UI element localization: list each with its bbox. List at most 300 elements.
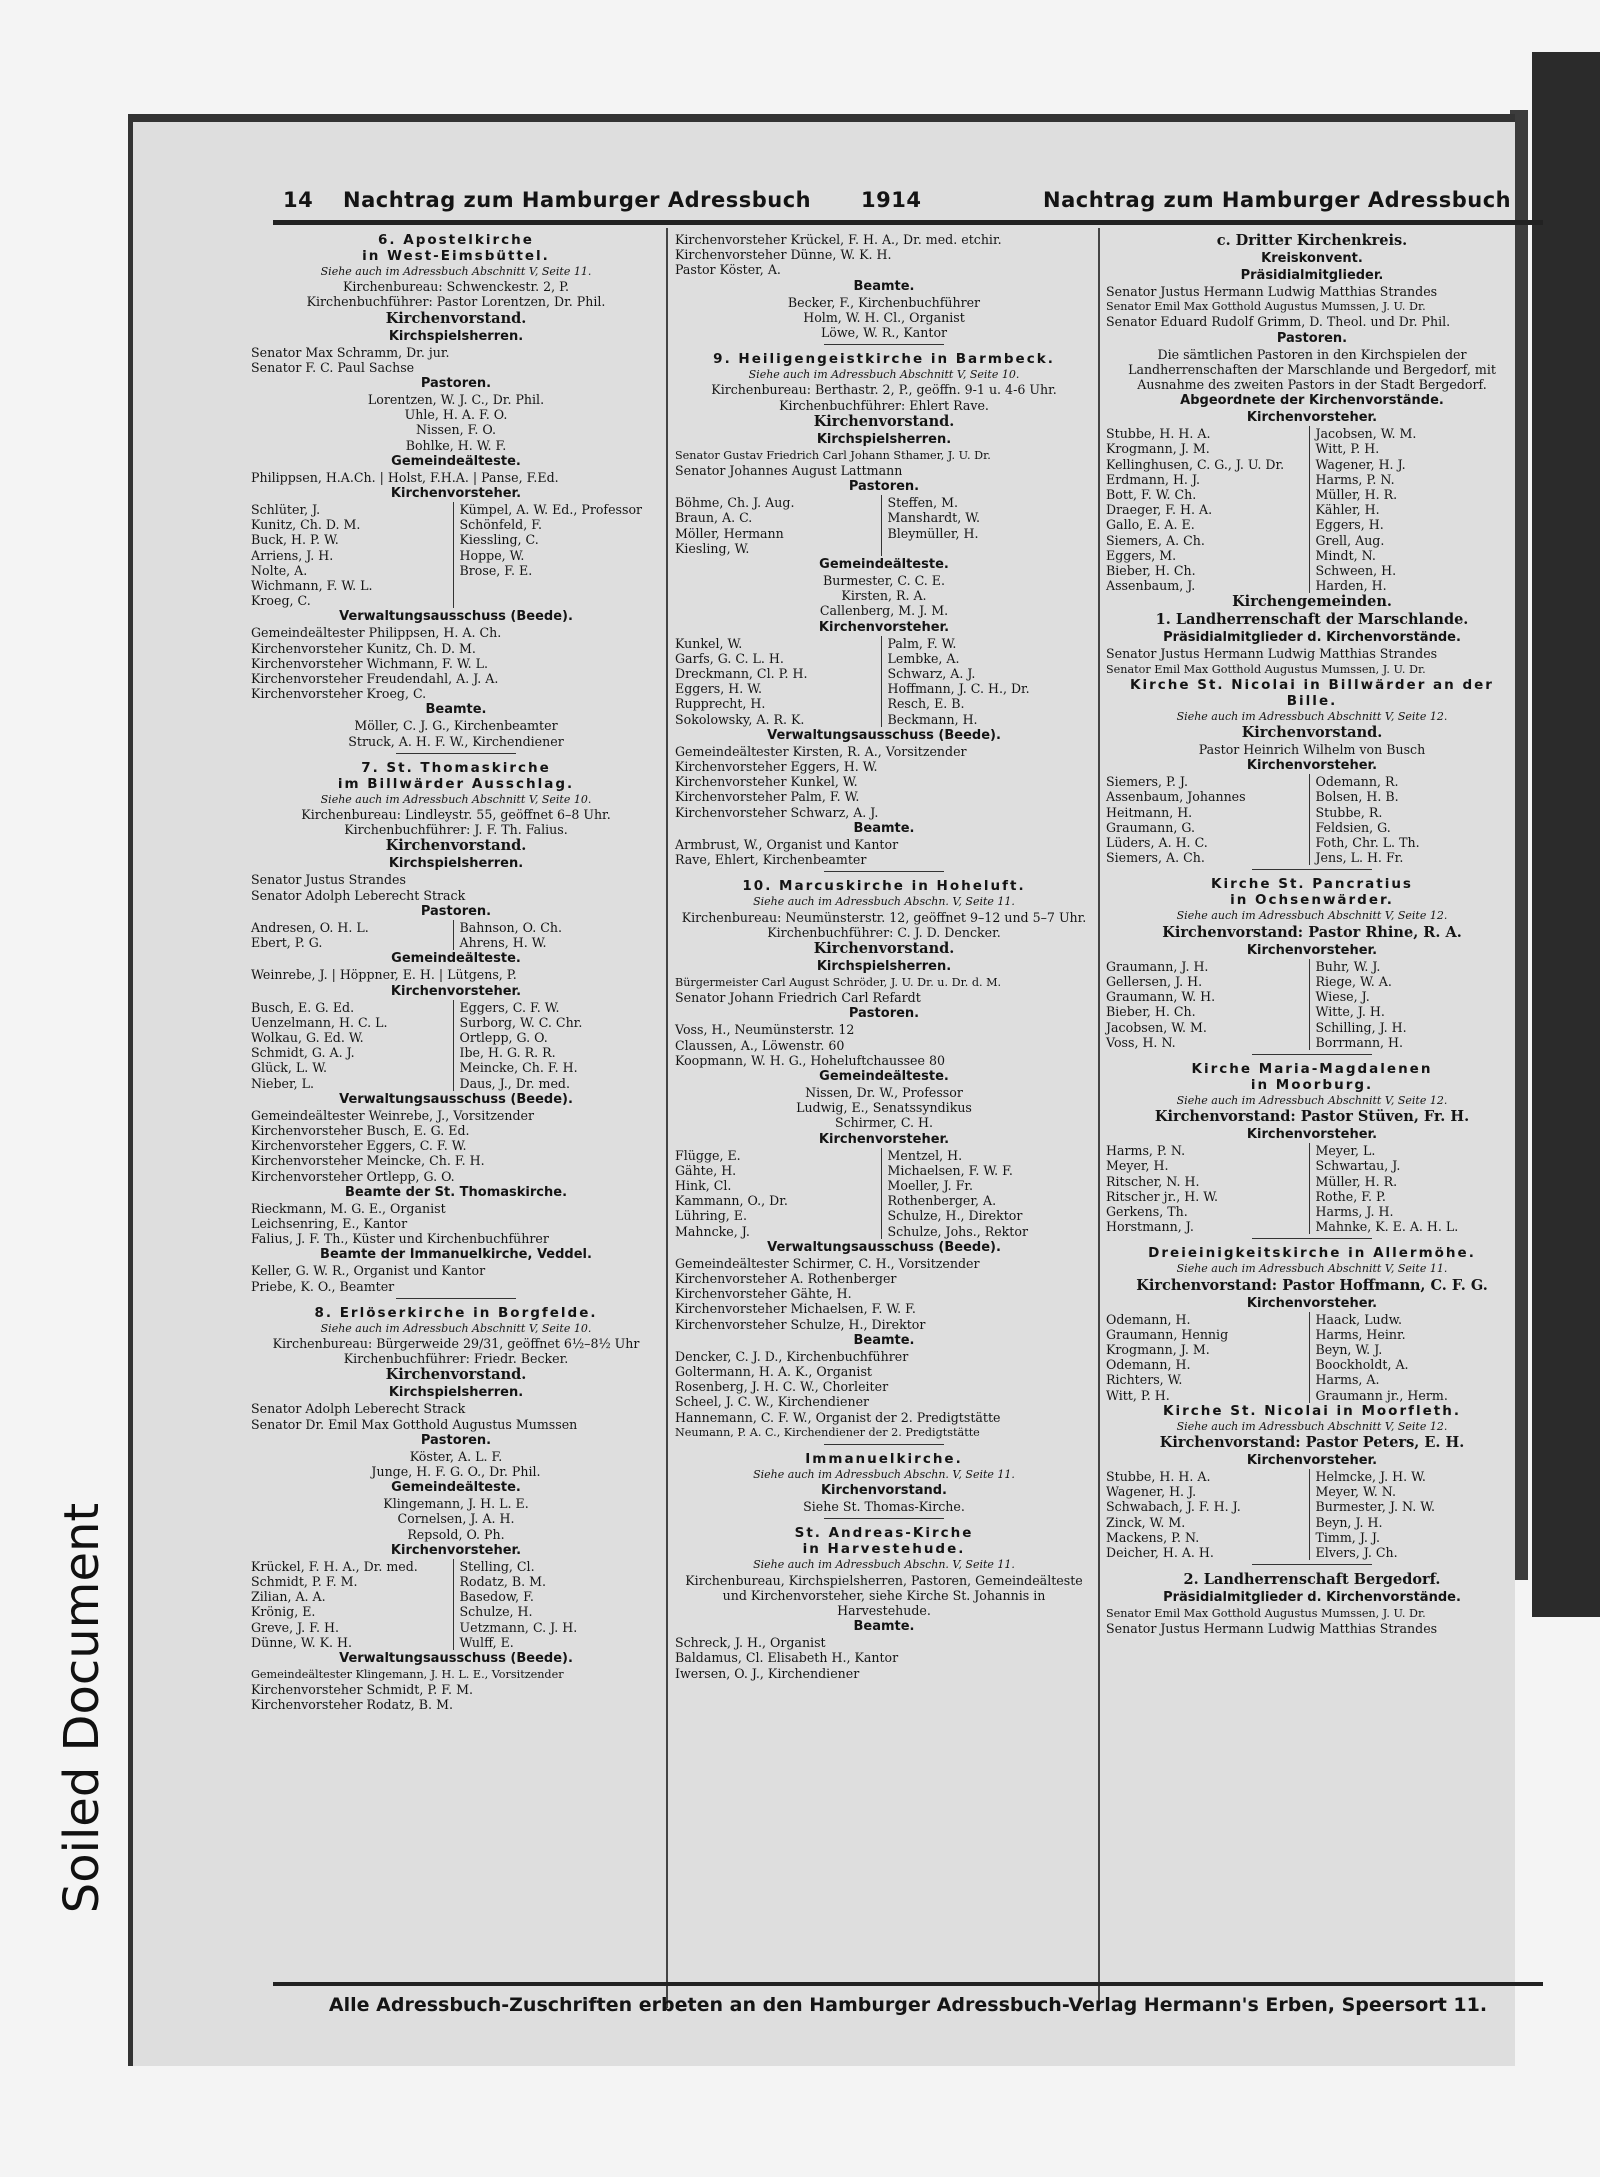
- list-left: [675, 1148, 882, 1239]
- list-item: Jacobsen, W. M.: [1106, 1019, 1207, 1035]
- list-item: Witt, P. H.: [1315, 441, 1380, 457]
- list-item: Meyer, W. N.: [1315, 1484, 1397, 1500]
- section-title: Kirche St. Pancratius: [1211, 876, 1413, 893]
- list-left: [1106, 1469, 1310, 1560]
- list-right: [1316, 1312, 1519, 1403]
- entry-line: Kirchenvorsteher Wichmann, F. W. L.: [251, 655, 488, 671]
- list-item: Rodatz, B. M.: [459, 1573, 546, 1589]
- cross-reference: Siehe auch im Adressbuch Abschn. V, Seite 11.: [753, 895, 1015, 909]
- list-item: Gellersen, J. H.: [1106, 973, 1203, 989]
- list-item: Brose, F. E.: [459, 562, 533, 578]
- two-column-list: [251, 1000, 661, 1091]
- entry-line: Senator F. C. Paul Sachse: [251, 359, 415, 375]
- list-item: Glück, L. W.: [251, 1060, 328, 1076]
- entry-line: Gemeindeältester Schirmer, C. H., Vorsitzender: [675, 1255, 980, 1271]
- group-heading: Pastoren.: [1276, 330, 1348, 346]
- group-heading: Beamte.: [853, 278, 915, 294]
- section-rule: [824, 871, 944, 872]
- list-item: Kellinghusen, C. G., J. U. Dr.: [1106, 456, 1285, 472]
- entry-line: Senator Emil Max Gotthold Augustus Mumssen, J. U. Dr.: [1106, 1607, 1426, 1621]
- list-item: Eggers, H. W.: [675, 681, 762, 697]
- document-page: [128, 114, 1515, 2066]
- group-heading: Kreiskonvent.: [1261, 251, 1363, 266]
- subsection-title: Kirchenvorstand.: [385, 837, 527, 855]
- list-item: Bleymüller, H.: [887, 525, 979, 541]
- scan-edge-dark: [1532, 52, 1600, 1617]
- cross-reference: Siehe auch im Adressbuch Abschnitt V, Seite 12.: [1176, 1419, 1448, 1433]
- section-title: 6. Apostelkirche: [378, 232, 534, 248]
- cross-reference: Siehe auch im Adressbuch Abschnitt V, Seite 11.: [1176, 1262, 1448, 1276]
- cross-reference: Siehe auch im Adressbuch Abschn. V, Seite 11.: [753, 1558, 1015, 1572]
- section-title: im Billwärder Ausschlag.: [337, 775, 575, 792]
- list-item: Kiessling, C.: [459, 532, 539, 548]
- entry-line: Gemeindeältester Weinrebe, J., Vorsitzender: [251, 1107, 535, 1123]
- two-column-list: [251, 1559, 661, 1650]
- list-item: Beyn, J. H.: [1315, 1514, 1383, 1530]
- centered-line: Becker, F., Kirchenbuchführer: [787, 294, 981, 310]
- group-heading: Kirchenvorsteher.: [390, 983, 522, 999]
- list-item: Stubbe, R.: [1315, 804, 1383, 820]
- list-item: Stelling, Cl.: [459, 1558, 535, 1574]
- column-3: [1106, 232, 1518, 1637]
- list-item: Eggers, H.: [1315, 517, 1384, 533]
- running-title-left: Nachtrag zum Hamburger Adressbuch: [343, 188, 812, 212]
- list-item: Zilian, A. A.: [251, 1589, 326, 1605]
- centered-line: Repsold, O. Ph.: [407, 1526, 505, 1542]
- list-item: Schween, H.: [1315, 563, 1397, 579]
- entry-line: Kirchenvorsteher Kunkel, W.: [675, 774, 858, 790]
- entry-line: Kirchenvorsteher A. Rothenberger: [675, 1270, 897, 1286]
- entry-line: Gemeindeältester Kirsten, R. A., Vorsitzender: [675, 743, 967, 759]
- entry-line: Rosenberg, J. H. C. W., Chorleiter: [675, 1379, 889, 1395]
- centered-line: Kirchenbuchführer: C. J. D. Dencker.: [767, 924, 1001, 940]
- group-heading: Pastoren.: [420, 376, 492, 392]
- list-left: [251, 502, 454, 608]
- list-item: Garfs, G. C. L. H.: [675, 650, 784, 666]
- centered-line: Lorentzen, W. J. C., Dr. Phil.: [367, 392, 545, 408]
- list-item: Kroeg, C.: [251, 593, 311, 609]
- list-item: Eggers, C. F. W.: [459, 999, 560, 1015]
- list-item: Boockholdt, A.: [1315, 1357, 1409, 1373]
- soiled-document-stamp: [52, 1450, 112, 1970]
- list-right: [1316, 774, 1519, 865]
- list-item: Uenzelmann, H. C. L.: [251, 1014, 388, 1030]
- entry-line: Kirchenvorsteher Kunitz, Ch. D. M.: [251, 640, 476, 656]
- list-item: Bieber, H. Ch.: [1106, 563, 1196, 579]
- centered-line: Löwe, W. R., Kantor: [820, 325, 948, 341]
- list-item: Burmester, J. N. W.: [1315, 1499, 1435, 1515]
- entry-line: Kirchenvorsteher Rodatz, B. M.: [251, 1697, 453, 1713]
- list-item: Ritscher jr., H. W.: [1106, 1188, 1218, 1204]
- centered-line: Burmester, C. C. E.: [823, 573, 945, 589]
- centered-line: Ludwig, E., Senatssyndikus: [796, 1100, 972, 1116]
- cross-reference: Siehe auch im Adressbuch Abschnitt V, Seite 12.: [1176, 709, 1448, 723]
- entry-line: Armbrust, W., Organist und Kantor: [675, 836, 899, 852]
- section-title: St. Andreas-Kirche: [794, 1525, 974, 1542]
- list-left: [1106, 426, 1310, 593]
- list-item: Voss, H. N.: [1106, 1034, 1176, 1050]
- entry-line: Rave, Ehlert, Kirchenbeamter: [675, 852, 867, 868]
- entry-line: Senator Adolph Leberecht Strack: [251, 1401, 466, 1417]
- entry-line: Schreck, J. H., Organist: [675, 1635, 826, 1651]
- section-rule: [396, 753, 516, 754]
- list-item: Palm, F. W.: [887, 635, 957, 651]
- entry-line: Gemeindeältester Philippsen, H. A. Ch.: [251, 625, 502, 641]
- list-left: [675, 636, 882, 727]
- list-item: Mackens, P. N.: [1106, 1529, 1200, 1545]
- list-item: Bott, F. W. Ch.: [1106, 487, 1197, 503]
- list-item: Jens, L. H. Fr.: [1315, 850, 1404, 866]
- list-item: Surborg, W. C. Chr.: [459, 1014, 583, 1030]
- list-right: [1316, 959, 1519, 1050]
- group-heading: Kirchenvorstand.: [820, 1483, 947, 1499]
- centered-line: Schirmer, C. H.: [834, 1115, 934, 1131]
- list-item: Gähte, H.: [675, 1162, 737, 1178]
- list-item: Harden, H.: [1315, 578, 1387, 594]
- centered-line: Callenberg, M. J. M.: [819, 603, 949, 619]
- list-right: [1316, 426, 1519, 593]
- list-left: [251, 920, 454, 950]
- list-item: Wiese, J.: [1315, 989, 1370, 1005]
- section-rule: [824, 1518, 944, 1519]
- centered-line: Nissen, F. O.: [416, 422, 496, 438]
- list-item: Wagener, H. J.: [1106, 1484, 1197, 1500]
- two-column-list: [1106, 1312, 1518, 1403]
- subsection-title: Kirchenvorstand: Pastor Stüven, Fr. H.: [1154, 1108, 1470, 1126]
- list-left: [251, 1559, 454, 1650]
- centered-line: Möller, C. J. G., Kirchenbeamter: [354, 718, 558, 734]
- two-column-list: [1106, 959, 1518, 1050]
- list-item: Krogmann, J. M.: [1106, 1341, 1210, 1357]
- entry-line: Keller, G. W. R., Organist und Kantor: [251, 1263, 486, 1279]
- list-left: [1106, 959, 1310, 1050]
- list-item: Basedow, F.: [459, 1589, 534, 1605]
- list-item: Kammann, O., Dr.: [675, 1193, 788, 1209]
- section-rule: [824, 344, 944, 345]
- running-head: [283, 180, 1533, 220]
- centered-line: Kirchenbureau, Kirchspielsherren, Pastoren, Gemeindeälteste und Kirchenvorsteher, siehe Kirche St. Johannis in Harvestehude.: [685, 1572, 1083, 1618]
- list-item: Schönfeld, F.: [459, 517, 542, 533]
- centered-line: Kirchenbureau: Lindleystr. 55, geöffnet 6–8 Uhr.: [301, 807, 611, 823]
- entry-line: Rieckmann, M. G. E., Organist: [251, 1200, 446, 1216]
- list-item: Stubbe, H. H. A.: [1106, 426, 1211, 442]
- list-item: Stubbe, H. H. A.: [1106, 1468, 1211, 1484]
- list-item: Ritscher, N. H.: [1106, 1173, 1200, 1189]
- list-item: Odemann, H.: [1106, 1357, 1191, 1373]
- group-heading: Kirchenvorsteher.: [818, 1131, 950, 1147]
- footer-notice: Alle Adressbuch-Zuschriften erbeten an den Hamburger Adressbuch-Verlag Hermann's Erben, Speersort 11.: [328, 1994, 1488, 2016]
- list-item: Zinck, W. M.: [1106, 1514, 1186, 1530]
- list-right: [460, 502, 662, 608]
- list-item: Feldsien, G.: [1315, 819, 1391, 835]
- list-right: [460, 920, 662, 950]
- list-item: Kunitz, Ch. D. M.: [251, 517, 361, 533]
- section-title: 9. Heiligengeistkirche in Barmbeck.: [713, 351, 1055, 368]
- list-item: Eggers, M.: [1106, 547, 1177, 563]
- list-item: Borrmann, H.: [1315, 1034, 1404, 1050]
- group-heading: Kirchspielsherren.: [388, 328, 524, 344]
- entry-line: Kirchenvorsteher Gähte, H.: [675, 1286, 852, 1302]
- list-item: Mahnke, K. E. A. H. L.: [1315, 1219, 1459, 1235]
- centered-line: Siehe St. Thomas-Kirche.: [803, 1499, 965, 1515]
- entry-line: Dencker, C. J. D., Kirchenbuchführer: [675, 1348, 909, 1364]
- two-column-list: [675, 636, 1093, 727]
- two-column-list: [675, 1148, 1093, 1239]
- centered-line: Cornelsen, J. A. H.: [397, 1511, 515, 1527]
- list-item: Steffen, M.: [887, 495, 959, 511]
- footer-rule: [273, 1982, 1543, 1986]
- section-rule: [1252, 1564, 1372, 1565]
- list-item: Beckmann, H.: [887, 711, 978, 727]
- centered-line: Junge, H. F. G. O., Dr. Phil.: [371, 1463, 541, 1479]
- cross-reference: Siehe auch im Adressbuch Abschn. V, Seite 11.: [753, 1467, 1015, 1481]
- subsection-title: Kirchenvorstand: Pastor Rhine, R. A.: [1162, 923, 1462, 941]
- group-heading: Präsidialmitglieder d. Kirchenvorstände.: [1163, 630, 1461, 646]
- list-item: Deicher, H. A. H.: [1106, 1544, 1214, 1560]
- list-item: Rothenberger, A.: [887, 1193, 997, 1209]
- subsection-title: Kirchenvorstand: Pastor Hoffmann, C. F. G.: [1136, 1276, 1488, 1294]
- list-item: Krönig, E.: [251, 1604, 316, 1620]
- section-rule: [1252, 1054, 1372, 1055]
- list-item: Beyn, W. J.: [1315, 1341, 1383, 1357]
- list-item: Sokolowsky, A. R. K.: [675, 711, 805, 727]
- list-item: Kunkel, W.: [675, 635, 743, 651]
- entry-line: Senator Emil Max Gotthold Augustus Mumssen, J. U. Dr.: [1106, 300, 1426, 314]
- group-heading: Kirchenvorsteher.: [1246, 1127, 1378, 1143]
- list-item: Buhr, W. J.: [1315, 958, 1381, 974]
- list-item: Harms, A.: [1315, 1372, 1380, 1388]
- list-item: Busch, E. G. Ed.: [251, 999, 355, 1015]
- centered-line: Bohlke, H. W. F.: [405, 437, 507, 453]
- group-heading: Präsidialmitglieder.: [1240, 268, 1384, 283]
- list-item: Moeller, J. Fr.: [887, 1177, 974, 1193]
- entry-line: Senator Eduard Rudolf Grimm, D. Theol. und Dr. Phil.: [1106, 314, 1451, 330]
- entry-line: Kirchenvorsteher Palm, F. W.: [675, 789, 860, 805]
- list-item: Richters, W.: [1106, 1372, 1183, 1388]
- centered-line: Holm, W. H. Cl., Organist: [803, 309, 965, 325]
- section-title: in Ochsenwärder.: [1230, 892, 1394, 909]
- list-item: Mahncke, J.: [675, 1223, 750, 1239]
- group-heading: Kirchenvorsteher.: [1246, 1452, 1378, 1468]
- list-right: [460, 1559, 662, 1650]
- list-item: Meyer, H.: [1106, 1158, 1169, 1174]
- entry-line: Claussen, A., Löwenstr. 60: [675, 1037, 845, 1053]
- entry-line: Senator Max Schramm, Dr. jur.: [251, 344, 450, 360]
- list-item: Timm, J. J.: [1315, 1529, 1380, 1545]
- list-item: Müller, H. R.: [1315, 487, 1398, 503]
- list-item: Horstmann, J.: [1106, 1219, 1194, 1235]
- centered-line: Kirchenbuchführer: J. F. Th. Falius.: [344, 822, 568, 838]
- centered-line: Klingemann, J. H. L. E.: [383, 1496, 529, 1512]
- centered-line: Kirchenbuchführer: Pastor Lorentzen, Dr. Phil.: [306, 294, 606, 310]
- group-heading: Kirchenvorsteher.: [390, 486, 522, 502]
- list-item: Schwartau, J.: [1315, 1158, 1401, 1174]
- list-right: [888, 636, 1094, 727]
- group-heading: Kirchenvorsteher.: [1246, 410, 1378, 426]
- section-title: in West-Eimsbüttel.: [362, 248, 550, 264]
- entry-line: Kirchenvorsteher Eggers, C. F. W.: [251, 1138, 467, 1154]
- list-item: Kähler, H.: [1315, 502, 1380, 518]
- centered-line: Kirchenbureau: Bürgerweide 29/31, geöffnet 6½–8½ Uhr: [272, 1335, 640, 1351]
- group-heading: Beamte.: [853, 1332, 915, 1348]
- list-item: Meincke, Ch. F. H.: [459, 1060, 578, 1076]
- list-item: Hoffmann, J. C. H., Dr.: [887, 681, 1030, 697]
- group-heading: Kirchspielsherren.: [816, 431, 952, 447]
- centered-line: Struck, A. H. F. W., Kirchendiener: [348, 733, 564, 749]
- list-left: [251, 1000, 454, 1091]
- list-item: Dünne, W. K. H.: [251, 1634, 353, 1650]
- list-item: Graumann, G.: [1106, 819, 1195, 835]
- group-heading: Kirchenvorsteher.: [390, 1542, 522, 1558]
- entry-line: Kirchenvorsteher Kroeg, C.: [251, 686, 427, 702]
- entry-line: Kirchenvorsteher Eggers, H. W.: [675, 759, 878, 775]
- cross-reference: Siehe auch im Adressbuch Abschnitt V, Seite 10.: [320, 1321, 592, 1335]
- list-right: [888, 495, 1094, 556]
- list-item: Hink, Cl.: [675, 1177, 732, 1193]
- list-item: Greve, J. F. H.: [251, 1619, 339, 1635]
- list-item: Resch, E. B.: [887, 696, 965, 712]
- list-item: Schmidt, G. A. J.: [251, 1045, 355, 1061]
- subsection-title: c. Dritter Kirchenkreis.: [1216, 232, 1408, 249]
- list-item: Grell, Aug.: [1315, 532, 1385, 548]
- list-item: Schwabach, J. F. H. J.: [1106, 1499, 1241, 1515]
- list-item: Nieber, L.: [251, 1075, 315, 1091]
- entry-line: Kirchenvorsteher Schmidt, P. F. M.: [251, 1682, 473, 1698]
- subsection-title: 1. Landherrenschaft der Marschlande.: [1155, 611, 1469, 629]
- list-item: Schulze, Johs., Rektor: [887, 1223, 1028, 1239]
- group-heading: Pastoren.: [848, 479, 920, 495]
- section-rule: [396, 1298, 516, 1299]
- list-item: Möller, Hermann: [675, 525, 784, 541]
- two-column-list: [675, 495, 1093, 556]
- entry-line: Senator Gustav Friedrich Carl Johann Sthamer, J. U. Dr.: [675, 448, 991, 462]
- running-title-right: Nachtrag zum Hamburger Adressbuch: [1043, 188, 1512, 212]
- cross-reference: Siehe auch im Adressbuch Abschnitt V, Seite 12.: [1176, 909, 1448, 923]
- entry-line: Senator Johann Friedrich Carl Refardt: [675, 990, 921, 1006]
- column-1: [251, 232, 661, 1713]
- list-left: [675, 495, 882, 556]
- list-item: Bahnson, O. Ch.: [459, 919, 562, 935]
- group-heading: Verwaltungsausschuss (Beede).: [767, 727, 1001, 743]
- two-column-list: [1106, 426, 1518, 593]
- list-item: Assenbaum, Johannes: [1106, 789, 1246, 805]
- list-item: Jacobsen, W. M.: [1315, 426, 1417, 442]
- list-item: Schulze, H., Direktor: [887, 1208, 1023, 1224]
- entry-line: Kirchenvorsteher Dünne, W. K. H.: [675, 247, 892, 263]
- list-item: Wolkau, G. Ed. W.: [251, 1029, 364, 1045]
- centered-line: Nissen, Dr. W., Professor: [805, 1084, 963, 1100]
- subsection-title: Kirchengemeinden.: [1232, 593, 1392, 611]
- column-2: [675, 232, 1093, 1681]
- group-heading: Beamte.: [853, 1619, 915, 1635]
- group-heading: Kirchspielsherren.: [816, 958, 952, 974]
- entry-line: Senator Justus Strandes: [251, 872, 406, 888]
- section-rule: [1252, 869, 1372, 870]
- cross-reference: Siehe auch im Adressbuch Abschnitt V, Seite 10.: [320, 792, 592, 806]
- list-item: Schlüter, J.: [251, 502, 321, 518]
- list-item: Witte, J. H.: [1315, 1004, 1385, 1020]
- list-item: Manshardt, W.: [887, 510, 980, 526]
- list-item: Graumann, W. H.: [1106, 989, 1216, 1005]
- entry-line: Gemeindeältester Klingemann, J. H. L. E., Vorsitzender: [251, 1668, 564, 1681]
- entry-line: Senator Justus Hermann Ludwig Matthias Strandes: [1106, 1621, 1438, 1637]
- list-item: Ebert, P. G.: [251, 935, 323, 951]
- entry-line: Kirchenvorsteher Schwarz, A. J.: [675, 804, 879, 820]
- entry-line: Kirchenvorsteher Michaelsen, F. W. F.: [675, 1301, 916, 1317]
- section-title: Dreieinigkeitskirche in Allermöhe.: [1148, 1245, 1476, 1262]
- entry-line: Kirchenvorsteher Freudendahl, A. J. A.: [251, 671, 499, 687]
- entry-line: Baldamus, Cl. Elisabeth H., Kantor: [675, 1650, 899, 1666]
- group-heading: Kirchenvorsteher.: [818, 619, 950, 635]
- centered-line: Kirchenbuchführer: Friedr. Becker.: [343, 1351, 569, 1367]
- list-item: Odemann, R.: [1315, 774, 1399, 790]
- list-item: Krückel, F. H. A., Dr. med.: [251, 1558, 418, 1574]
- centered-line: Pastor Heinrich Wilhelm von Busch: [1198, 742, 1426, 758]
- list-item: Harms, P. N.: [1106, 1143, 1186, 1159]
- group-heading: Kirchspielsherren.: [388, 856, 524, 872]
- subsection-title: Kirchenvorstand: Pastor Peters, E. H.: [1159, 1433, 1465, 1451]
- entry-line: Kirchenvorsteher Krückel, F. H. A., Dr. med. etchir.: [675, 232, 1002, 247]
- group-heading: Pastoren.: [420, 1432, 492, 1448]
- group-heading: Verwaltungsausschuss (Beede).: [339, 1091, 573, 1107]
- list-item: Harms, Heinr.: [1315, 1326, 1406, 1342]
- list-item: Krogmann, J. M.: [1106, 441, 1210, 457]
- group-heading: Gemeindeälteste.: [391, 951, 521, 967]
- page-number: 14: [283, 188, 314, 212]
- list-item: Schilling, J. H.: [1315, 1019, 1407, 1035]
- list-item: Schmidt, P. F. M.: [251, 1573, 358, 1589]
- list-item: Rothe, F. P.: [1315, 1188, 1386, 1204]
- entry-line: Kirchenvorsteher Schulze, H., Direktor: [675, 1316, 926, 1332]
- list-item: Assenbaum, J.: [1106, 578, 1196, 594]
- group-heading: Beamte der Immanuelkirche, Veddel.: [320, 1247, 592, 1263]
- list-item: Lembke, A.: [887, 650, 960, 666]
- list-item: Witt, P. H.: [1106, 1387, 1170, 1403]
- list-item: Graumann jr., Herm.: [1315, 1387, 1448, 1403]
- list-item: Harms, P. N.: [1315, 471, 1395, 487]
- group-heading: Verwaltungsausschuss (Beede).: [339, 609, 573, 625]
- entry-line: Senator Emil Max Gotthold Augustus Mumssen, J. U. Dr.: [1106, 662, 1426, 676]
- list-item: Foth, Chr. L. Th.: [1315, 835, 1420, 851]
- column-divider: [666, 228, 668, 2008]
- list-item: Siemers, P. J.: [1106, 774, 1188, 790]
- list-item: Mindt, N.: [1315, 547, 1376, 563]
- group-heading: Beamte.: [853, 820, 915, 836]
- entry-line: Pastor Köster, A.: [675, 262, 781, 278]
- group-heading: Pastoren.: [420, 903, 492, 919]
- entry-line: Leichsenring, E., Kantor: [251, 1215, 408, 1231]
- group-heading: Gemeindeälteste.: [819, 1068, 949, 1084]
- centered-line: Die sämtlichen Pastoren in den Kirchspielen der Landherrenschaften der Marschlande und Bergedorf, mit Ausnahme des zweiten Pastors in der Stadt Bergedorf.: [1128, 346, 1496, 393]
- list-item: Elvers, J. Ch.: [1315, 1544, 1398, 1560]
- subsection-title: Kirchenvorstand.: [1241, 724, 1383, 742]
- list-item: Mentzel, H.: [887, 1147, 963, 1163]
- section-rule: [1252, 1238, 1372, 1239]
- group-heading: Verwaltungsausschuss (Beede).: [767, 1239, 1001, 1255]
- centered-line: Kirchenbureau: Schwenckestr. 2, P.: [342, 279, 570, 295]
- entry-line: Philippsen, H.A.Ch. | Holst, F.H.A. | Panse, F.Ed.: [251, 469, 559, 485]
- section-title: Kirche St. Nicolai in Moorfleth.: [1163, 1402, 1461, 1419]
- list-item: Gerkens, Th.: [1106, 1203, 1188, 1219]
- list-right: [460, 1000, 662, 1091]
- subsection-title: Kirchenvorstand.: [385, 1366, 527, 1384]
- list-item: Siemers, A. Ch.: [1106, 532, 1205, 548]
- group-heading: Beamte der St. Thomaskirche.: [344, 1184, 568, 1200]
- section-title: Kirche Maria-Magdalenen: [1191, 1060, 1433, 1077]
- list-item: Wichmann, F. W. L.: [251, 578, 373, 594]
- list-left: [1106, 1312, 1310, 1403]
- list-item: Hoppe, W.: [459, 547, 525, 563]
